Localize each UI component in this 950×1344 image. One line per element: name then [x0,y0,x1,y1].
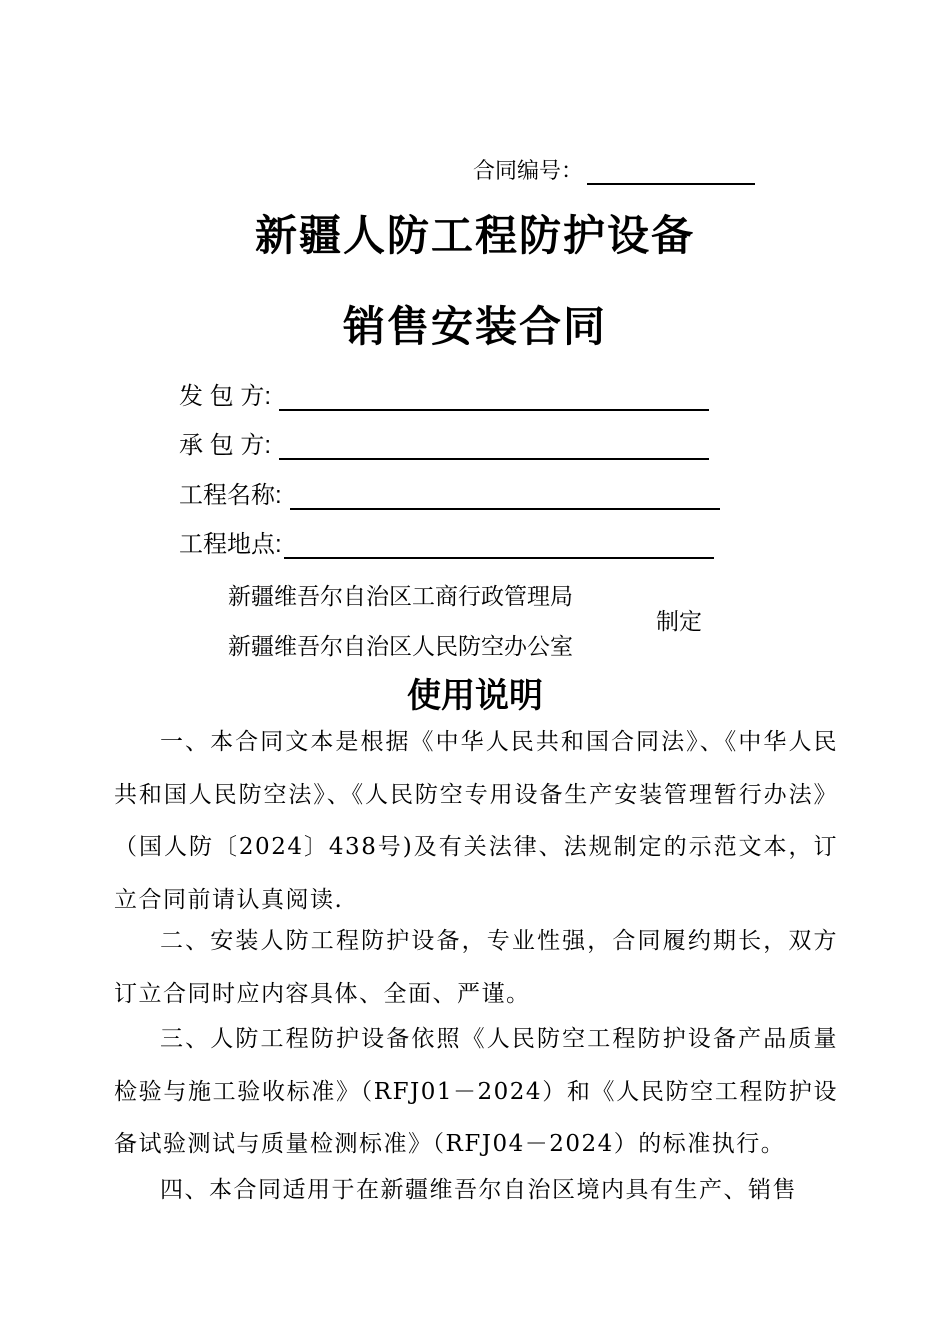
employer-label: 发 包 方: [179,383,272,410]
employer-blank[interactable] [279,379,709,411]
employer-field [179,376,709,411]
instruction-paragraph-4: 四、本合同适用于在新疆维吾尔自治区境内具有生产、销售 [160,1177,797,1203]
contractor-field [179,425,709,460]
issuer-suffix: 制定 [656,608,702,634]
document-title-line1: 新疆人防工程防护设备 [254,211,695,260]
contract-number-blank[interactable] [587,155,755,185]
instruction-paragraph-2: 二、安装人防工程防护设备，专业性强，合同履约期长，双方订立合同时应内容具体、全面、严谨。 [114,928,838,1007]
project-name-blank[interactable] [290,478,720,510]
contract-number-row [473,154,755,185]
instruction-paragraph-1: 一、本合同文本是根据《中华人民共和国合同法》、《中华人民共和国人民防空法》、《人民防空专用设备生产安装管理暂行办法》（国人防〔2024〕438号)及有关法律、法规制定的示范文本，订立合同前请认真阅读. [114,729,838,913]
issuer-line2: 新疆维吾尔自治区人民防空办公室 [228,633,573,659]
project-location-label: 工程地点: [179,531,282,558]
instruction-paragraph-3: 三、人防工程防护设备依照《人民防空工程防护设备产品质量检验与施工验收标准》（RFJ01－2024）和《人民防空工程防护设备试验测试与质量检测标准》（RFJ04－2024）的标准执行。 [114,1026,838,1157]
contractor-label: 承 包 方: [179,432,272,459]
document-title-line2: 销售安装合同 [342,302,607,351]
instructions-title: 使用说明 [407,676,543,716]
contractor-blank[interactable] [279,428,709,460]
project-location-field [179,524,714,559]
project-name-field [179,475,720,510]
contract-number-label: 合同编号： [473,158,584,183]
project-location-blank[interactable] [284,527,714,559]
project-name-label: 工程名称: [179,482,282,509]
issuer-line1: 新疆维吾尔自治区工商行政管理局 [228,583,573,609]
